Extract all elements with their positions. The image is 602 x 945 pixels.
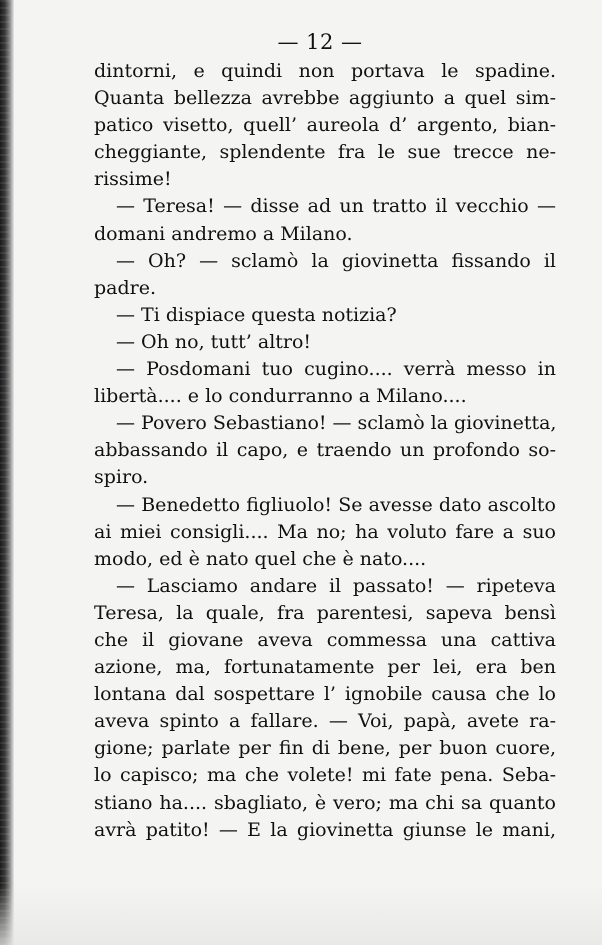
text-line: — Posdomani tuo cugino.... verrà messo in [116,358,556,381]
text-line: — Benedetto figliuolo! Se avesse dato ascolto [116,493,556,516]
text-line: libertà.... e lo condurranno a Milano.... [94,385,467,408]
text-line: — Ti dispiace questa notizia? [116,303,397,326]
text-line: domani andremo a Milano. [94,222,353,245]
page-body-text [94,58,556,844]
text-line: abbassando il capo, e traendo un profondo so- [94,439,556,462]
text-line: Teresa, la quale, fra parentesi, sapeva bensì [94,601,556,624]
text-line: cheggiante, splendente fra le sue trecce ne- [94,141,556,164]
text-line: modo, ed è nato quel che è nato.... [94,547,427,570]
binding-texture [0,0,10,945]
text-line: aveva spinto a fallare. — Voi, papà, avete ra- [94,710,556,733]
text-line: Quanta bellezza avrebbe aggiunto a quel sim- [94,87,556,110]
text-line: spiro. [94,466,149,489]
page-bottom-shade [0,885,602,945]
text-line: padre. [94,276,157,299]
page-number: — 12 — [277,30,363,54]
text-line: patico visetto, quell’ aureola d’ argento, bian- [94,114,556,137]
text-line: — Teresa! — disse ad un tratto il vecchio — [116,195,556,218]
text-line: azione, ma, fortunatamente per lei, era ben [94,656,556,679]
text-line: lontana dal sospettare l’ ignobile causa che lo [94,683,556,706]
text-line: gione; parlate per fin di bene, per buon cuore, [94,737,556,760]
text-line: rissime! [94,168,172,191]
text-line: ai miei consigli.... Ma no; ha voluto fare a suo [94,520,556,543]
text-line: stiano ha.... sbagliato, è vero; ma chi sa quanto [94,791,556,814]
text-line: — Povero Sebastiano! — sclamò la giovinetta, [116,412,557,435]
text-line: avrà patito! — E la giovinetta giunse le mani, [94,818,556,841]
text-line: che il giovane aveva commessa una cattiva [94,628,556,651]
text-line: — Oh? — sclamò la giovinetta fissando il [116,249,556,272]
text-line: dintorni, e quindi non portava le spadine. [94,60,556,82]
text-line: — Oh no, tutt’ altro! [116,330,312,353]
text-line: — Lasciamo andare il passato! — ripeteva [116,574,556,597]
text-line: lo capisco; ma che volete! mi fate pena. Seba- [94,764,556,787]
